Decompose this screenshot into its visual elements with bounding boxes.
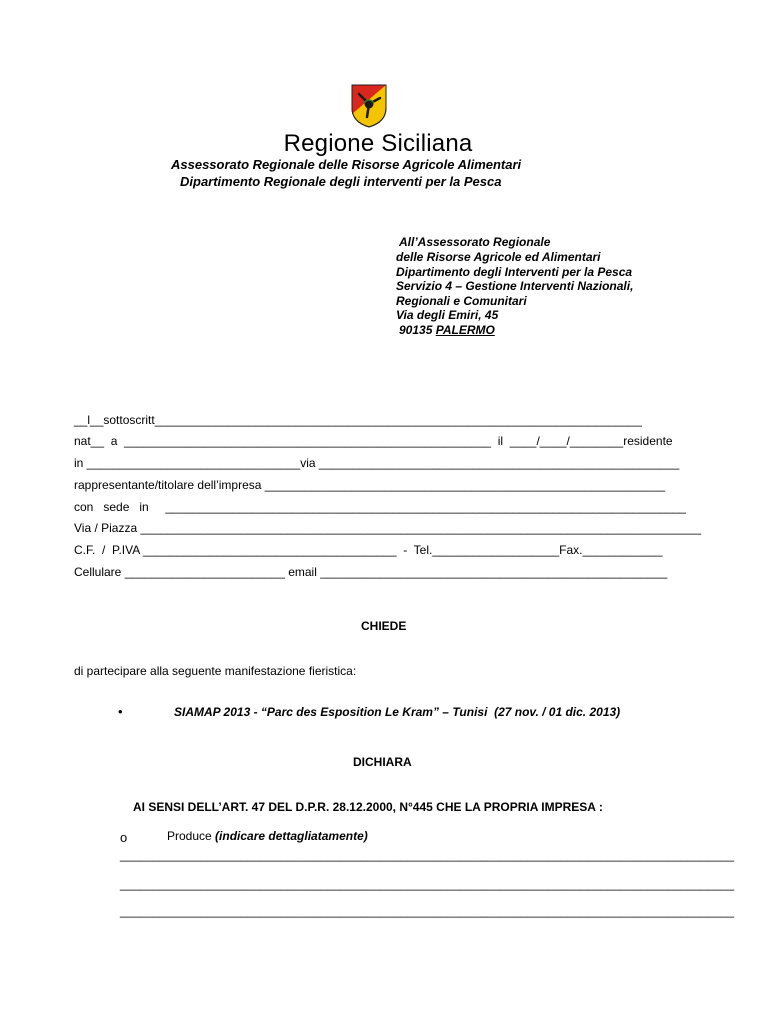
form-line-nato[interactable]: nat__ a _______________________________________________________ il ____/____/________residente [74, 434, 673, 448]
recipient-line-6: Via degli Emiri, 45 [396, 308, 499, 322]
form-line-contatti[interactable]: Cellulare ________________________ email ____________________________________________________ [74, 565, 668, 579]
page-title: Regione Siciliana [283, 130, 473, 157]
dichiara-heading: DICHIARA [353, 755, 412, 769]
blank-line-2[interactable]: ____________________________________________________________________________________________ [120, 877, 734, 891]
header-subtitle-2: Dipartimento Regionale degli interventi per la Pesca [180, 174, 502, 189]
event-name: SIAMAP 2013 - “Parc des Esposition Le Kram” – Tunisi (27 nov. / 01 dic. 2013) [174, 705, 621, 719]
recipient-line-4: Servizio 4 – Gestione Interventi Nazionali, [396, 279, 634, 293]
chiede-heading: CHIEDE [361, 619, 407, 633]
option-note: (indicare dettagliatamente) [215, 829, 368, 843]
chiede-intro: di partecipare alla seguente manifestazione fieristica: [74, 664, 357, 678]
blank-line-3[interactable]: ____________________________________________________________________________________________ [120, 904, 734, 918]
recipient-line-1: All’Assessorato Regionale [399, 235, 551, 249]
form-line-cf-piva[interactable]: C.F. / P.IVA ______________________________________ - Tel.___________________Fax.____________ [74, 543, 663, 557]
recipient-line-2: delle Risorse Agricole ed Alimentari [396, 250, 601, 264]
form-line-residenza[interactable]: in ________________________________via ______________________________________________________ [74, 456, 680, 470]
dichiara-statement: AI SENSI DELL’ART. 47 DEL D.P.R. 28.12.2000, N°445 CHE LA PROPRIA IMPRESA : [133, 800, 603, 814]
recipient-cap: 90135 [399, 323, 436, 337]
form-line-sede[interactable]: con sede in ______________________________________________________________________________ [74, 500, 686, 514]
option-label: Produce [167, 829, 216, 843]
bullet-icon: • [118, 704, 123, 719]
option-checkbox[interactable]: o [120, 830, 128, 845]
form-line-rappresentante[interactable]: rappresentante/titolare dell’impresa ____________________________________________________________ [74, 478, 666, 492]
form-line-sottoscritto[interactable]: __l__sottoscritt_________________________________________________________________________ [74, 413, 642, 427]
option-produce [167, 829, 368, 843]
recipient-line-5: Regionali e Comunitari [396, 294, 527, 308]
recipient-line-7 [399, 323, 495, 338]
blank-line-1[interactable]: ____________________________________________________________________________________________ [120, 848, 734, 862]
recipient-city: PALERMO [435, 323, 495, 337]
trinacria-emblem-icon [350, 84, 388, 128]
header-subtitle-1: Assessorato Regionale delle Risorse Agricole Alimentari [171, 157, 522, 172]
recipient-line-3: Dipartimento degli Interventi per la Pesca [396, 265, 633, 279]
form-line-via[interactable]: Via / Piazza ____________________________________________________________________________________ [74, 521, 702, 535]
